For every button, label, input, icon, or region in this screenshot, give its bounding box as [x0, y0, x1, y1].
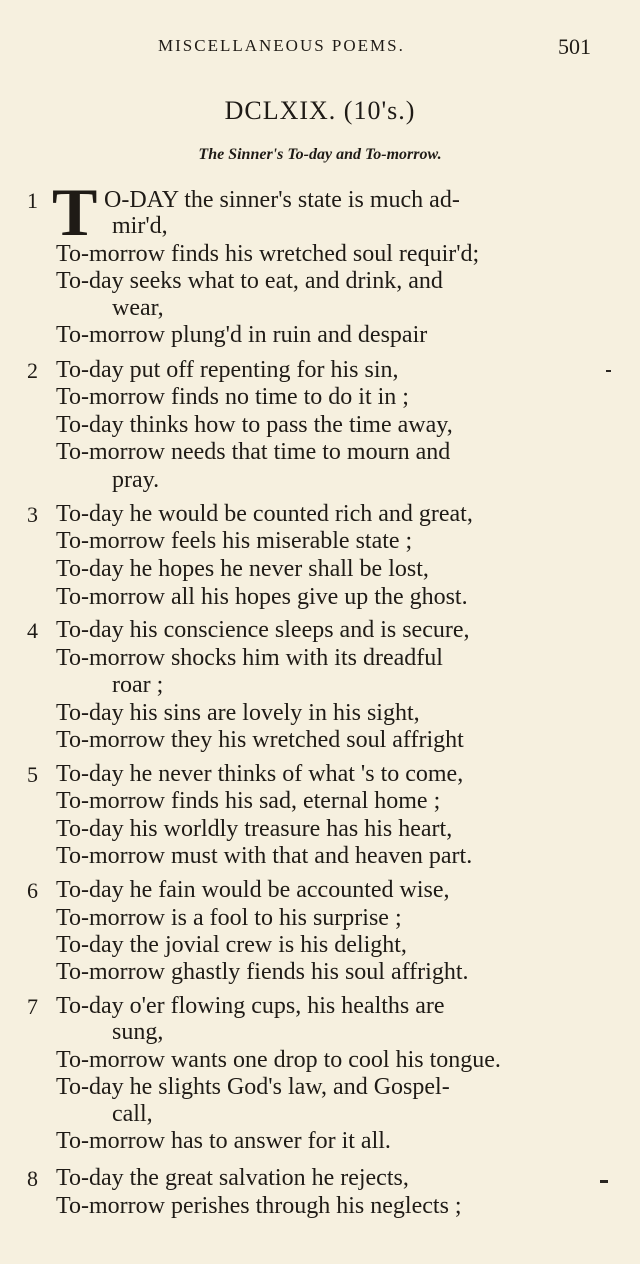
verse-line: To-morrow finds no time to do it in ; [56, 384, 409, 410]
verse-line: To-day his sins are lovely in his sight, [56, 700, 420, 726]
verse-line: To-day he would be counted rich and great, [56, 501, 473, 527]
verse-line: To-day he never thinks of what 's to come, [56, 761, 464, 787]
drop-cap: T [52, 174, 98, 250]
print-mark [600, 1180, 608, 1183]
stanza-number: 7 [27, 994, 38, 1019]
verse-line: To-morrow finds his sad, eternal home ; [56, 788, 441, 814]
verse-line: To-day thinks how to pass the time away, [56, 412, 453, 438]
verse-line: To-morrow feels his miserable state ; [56, 528, 413, 554]
stanza-number: 6 [27, 878, 38, 903]
verse-line: To-day he slights God's law, and Gospel- [56, 1074, 450, 1100]
stanza-number: 8 [27, 1166, 38, 1191]
verse-line: To-morrow all his hopes give up the ghost. [56, 584, 468, 610]
verse-line: call, [112, 1101, 153, 1127]
print-mark [606, 370, 611, 372]
verse-line: mir'd, [112, 213, 168, 239]
verse-line: To-morrow has to answer for it all. [56, 1128, 391, 1154]
verse-line: wear, [112, 295, 164, 321]
stanza-number: 3 [27, 502, 38, 527]
verse-line: To-day he hopes he never shall be lost, [56, 556, 429, 582]
stanza-number: 2 [27, 358, 38, 383]
verse-line: To-morrow needs that time to mourn and [56, 439, 451, 465]
verse-line: To-morrow plung'd in ruin and despair [56, 322, 428, 348]
verse-line: sung, [112, 1019, 164, 1045]
hymn-title: The Sinner's To-day and To-morrow. [198, 146, 442, 163]
verse-line: To-morrow ghastly fiends his soul affright. [56, 959, 469, 985]
verse-line: To-day his worldly treasure has his heart, [56, 816, 453, 842]
verse-line: To-morrow finds his wretched soul requir'd; [56, 241, 480, 267]
verse-line: To-morrow perishes through his neglects ; [56, 1193, 462, 1219]
verse-line: To-day o'er flowing cups, his healths are [56, 993, 445, 1019]
verse-line: To-day the jovial crew is his delight, [56, 932, 407, 958]
verse-line: To-day put off repenting for his sin, [56, 357, 399, 383]
verse-line: To-morrow wants one drop to cool his tongue. [56, 1047, 501, 1073]
verse-line: To-day the great salvation he rejects, [56, 1165, 409, 1191]
running-title: MISCELLANEOUS POEMS. [158, 36, 405, 55]
hymn-number: DCLXIX. (10's.) [224, 96, 416, 125]
stanza-number: 1 [27, 188, 38, 213]
page-number: 501 [558, 34, 591, 59]
verse-line: To-morrow must with that and heaven part. [56, 843, 473, 869]
verse-line: To-morrow shocks him with its dreadful [56, 645, 443, 671]
verse-line: To-day he fain would be accounted wise, [56, 877, 450, 903]
verse-line: roar ; [112, 672, 164, 698]
running-head [0, 34, 640, 64]
verse-line: To-day seeks what to eat, and drink, and [56, 268, 443, 294]
stanza-number: 4 [27, 618, 38, 643]
verse-line: O-DAY the sinner's state is much ad- [104, 187, 460, 213]
verse-line: To-morrow they his wretched soul affright [56, 727, 464, 753]
verse-line: To-day his conscience sleeps and is secure, [56, 617, 470, 643]
verse-line: To-morrow is a fool to his surprise ; [56, 905, 402, 931]
stanza-number: 5 [27, 762, 38, 787]
verse-line: pray. [112, 467, 160, 493]
